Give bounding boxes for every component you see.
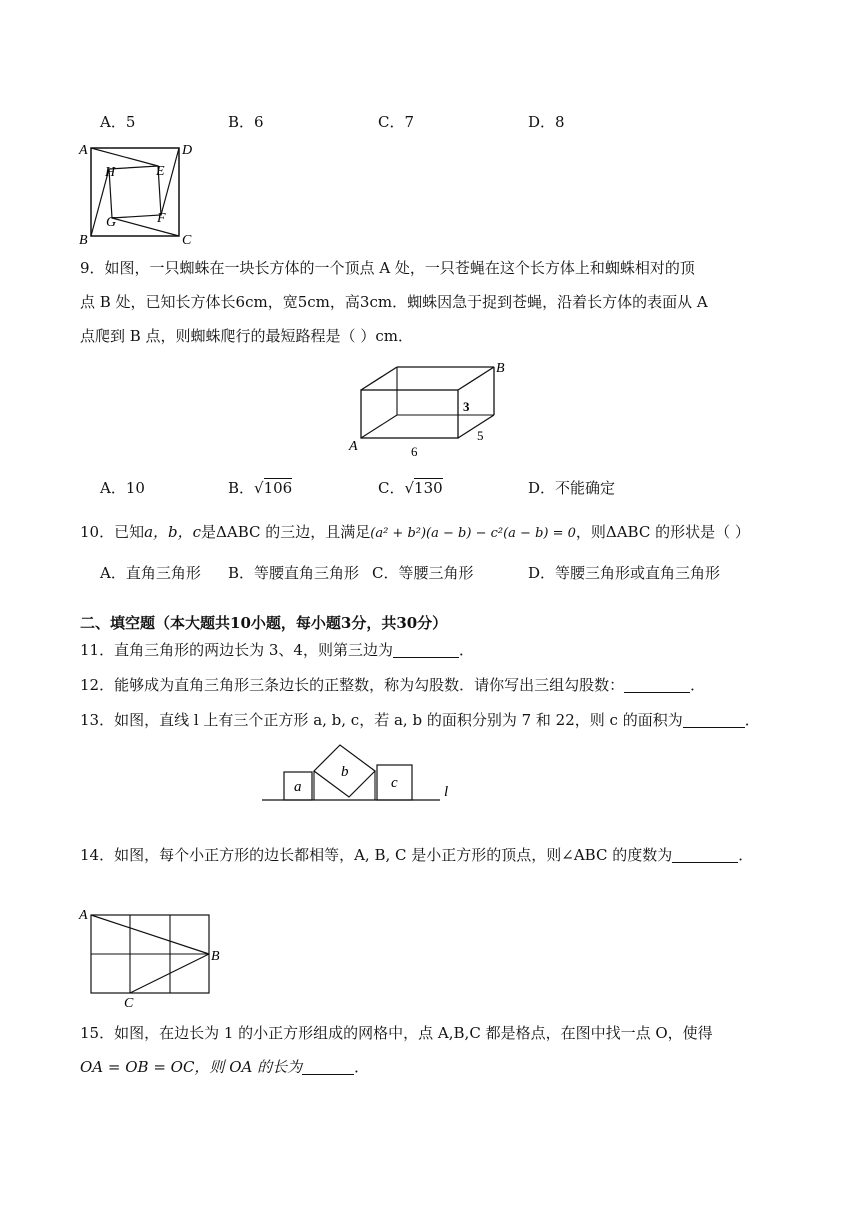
q9-label-a: A <box>349 439 358 454</box>
q13-label-l: l <box>444 784 449 800</box>
q8-option-d: D．8 <box>528 113 565 131</box>
q9-line-3: 点爬到 B 点，则蜘蛛爬行的最短路程是（ ）cm． <box>80 327 413 345</box>
q11-end: ． <box>458 641 474 659</box>
q14-answer-blank <box>672 862 738 863</box>
q8-label-g: G <box>106 215 117 230</box>
q9-option-b-label: B． <box>228 479 255 497</box>
q9-option-c-label: C． <box>378 479 405 497</box>
q8-option-c: C．7 <box>378 113 415 131</box>
q10-middle: 是ΔABC 的三边，且满足 <box>201 523 371 541</box>
sqrt-symbol: √ <box>404 479 415 497</box>
q9-option-b <box>228 478 292 498</box>
q14-figure <box>76 905 226 1011</box>
q13-label-b: b <box>341 764 349 780</box>
sqrt-symbol: √ <box>254 479 264 497</box>
q10-formula: (a² + b²)(a − b) − c²(a − b) = 0 <box>370 526 576 541</box>
q8-label-b: B <box>79 233 88 248</box>
q9-label-length: 6 <box>411 444 418 459</box>
q10-option-a: A．直角三角形 <box>100 564 201 582</box>
q10-vars: a，b，c <box>144 523 202 541</box>
q9-label-width: 5 <box>477 428 484 443</box>
q13-answer-blank <box>683 727 745 728</box>
q14-label-b: B <box>211 949 220 964</box>
q12 <box>80 675 705 695</box>
q13-label-a: a <box>294 779 302 795</box>
q13-text: 13．如图，直线 l 上有三个正方形 a, b, c，若 a, b 的面积分别为 7 和 22，则 c 的面积为 <box>80 711 683 729</box>
q9-option-c-radicand: 130 <box>414 479 443 497</box>
q15-line-2 <box>80 1057 369 1077</box>
q14-label-a: A <box>79 908 88 923</box>
q10-suffix: ，则ΔABC 的形状是（ ） <box>575 523 750 541</box>
q8-label-a: A <box>79 143 88 158</box>
section-2-heading: 二、填空题（本大题共10小题，每小题3分，共30分） <box>80 614 448 632</box>
q14 <box>80 845 753 865</box>
q8-label-d: D <box>182 143 193 158</box>
q9-option-b-radicand: 106 <box>263 479 293 497</box>
q8-option-a: A．5 <box>100 113 136 131</box>
q15-answer-blank <box>302 1074 354 1075</box>
q14-text: 14．如图，每个小正方形的边长都相等，A, B, C 是小正方形的顶点，则∠ABC 的度数为 <box>80 846 673 864</box>
q13-figure <box>260 735 460 805</box>
q11-text: 11．直角三角形的两边长为 3、4，则第三边为 <box>80 641 393 659</box>
q13-label-c: c <box>391 775 398 791</box>
q12-text: 12．能够成为直角三角形三条边长的正整数，称为勾股数．请你写出三组勾股数： <box>80 676 625 694</box>
q15-line-1: 15．如图，在边长为 1 的小正方形组成的网格中，点 A,B,C 都是格点，在图中找一点 O，使得 <box>80 1024 713 1042</box>
q8-label-e: E <box>156 164 165 179</box>
q10-prefix: 10．已知 <box>80 523 145 541</box>
q12-answer-blank <box>624 692 690 693</box>
q8-label-f: F <box>157 211 166 226</box>
q9-line-2: 点 B 处，已知长方体长6cm，宽5cm，高3cm．蜘蛛因急于捉到苍蝇，沿着长方体的表面从 A <box>80 293 708 311</box>
q10-stem <box>80 522 750 544</box>
q8-option-b: B．6 <box>228 113 264 131</box>
q15-end: ． <box>354 1058 370 1076</box>
q9-option-a: A．10 <box>100 479 145 497</box>
q9-label-b: B <box>496 361 505 376</box>
q10-option-d: D．等腰三角形或直角三角形 <box>528 564 721 582</box>
q9-label-height: 3 <box>463 399 470 414</box>
q13 <box>80 710 760 730</box>
q10-option-c: C．等腰三角形 <box>372 564 474 582</box>
q13-end: ． <box>744 711 760 729</box>
q9-option-d: D．不能确定 <box>528 479 616 497</box>
q12-end: ． <box>690 676 706 694</box>
q9-figure <box>345 358 515 460</box>
q11-answer-blank <box>393 657 459 658</box>
q8-label-h: H <box>105 165 116 180</box>
q9-line-1: 9．如图，一只蜘蛛在一块长方体的一个顶点 A 处，一只苍蝇在这个长方体上和蜘蛛相对的顶 <box>80 259 695 277</box>
q8-label-c: C <box>182 233 192 248</box>
q9-option-c <box>378 478 443 498</box>
q14-label-c: C <box>124 996 134 1011</box>
q14-end: ． <box>738 846 754 864</box>
q8-figure <box>76 138 200 248</box>
q15-text: OA = OB = OC，则 OA 的长为 <box>80 1058 303 1076</box>
q11 <box>80 640 474 660</box>
q10-option-b: B．等腰直角三角形 <box>228 564 360 582</box>
